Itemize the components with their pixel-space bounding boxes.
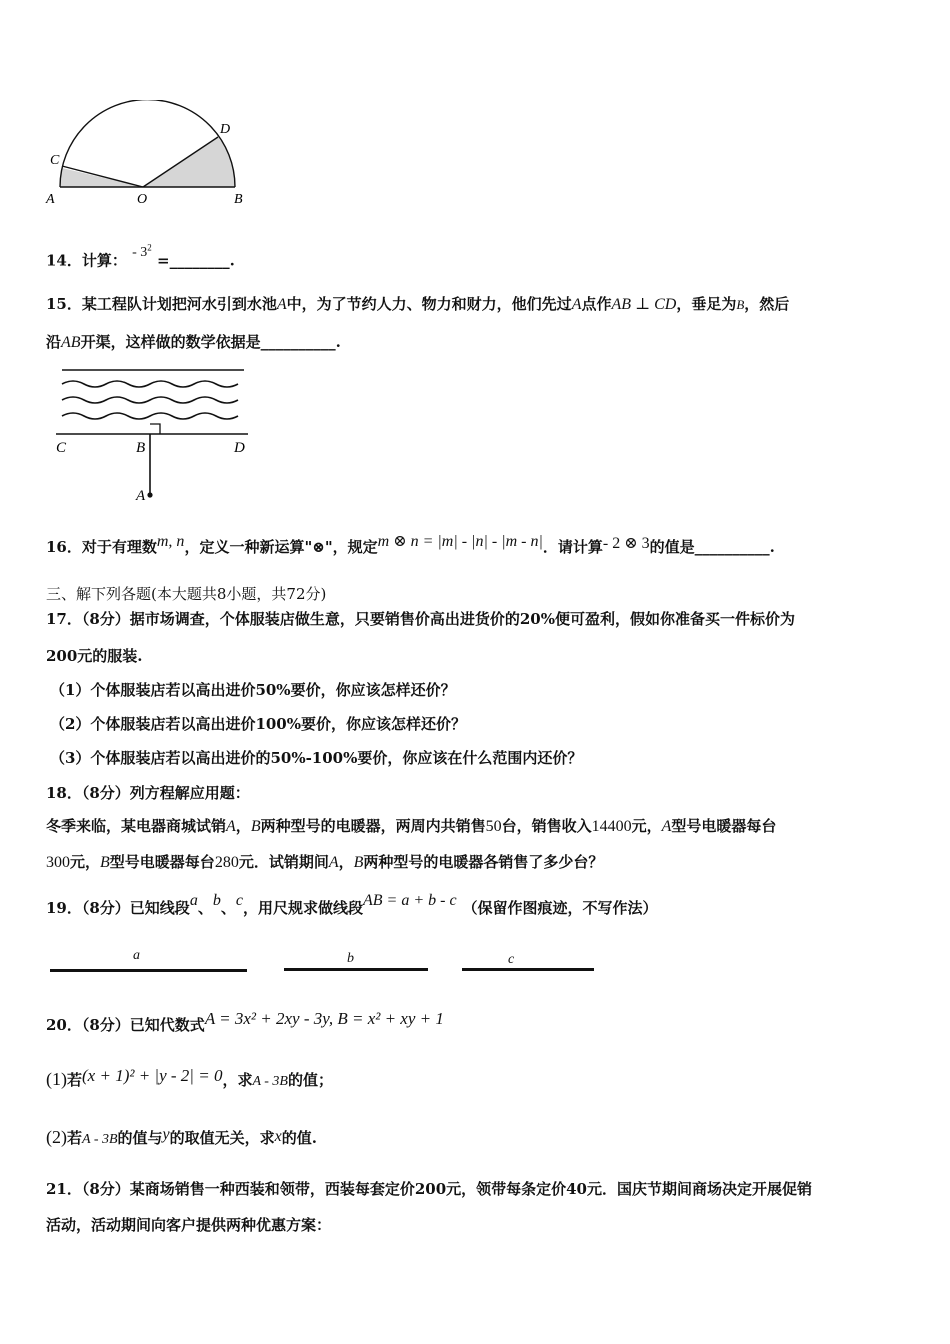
segment-c: [462, 968, 594, 971]
question-18-line2: 冬季来临，某电器商城试销A，B两种型号的电暖器，两周内共销售50台，销售收入14400元，A型号电暖器每台: [46, 817, 777, 835]
point-A-dot: [147, 492, 152, 497]
question-18-line1: 18．（8分）列方程解应用题：: [46, 784, 250, 802]
label-A: A: [46, 192, 55, 207]
wave-1: [62, 381, 238, 387]
question-20-part1: (1)若(x + 1)² + |y - 2| = 0，求A - 3B的值；: [46, 1066, 333, 1089]
wave-2: [62, 397, 238, 403]
label-C2: C: [56, 440, 67, 456]
question-17-sub1: （1）个体服装店若以高出进价50%要价，你应该怎样还价？: [50, 681, 456, 699]
question-19: 19．（8分）已知线段a、b、c，用尺规求做线段AB = a + b - c （保留作图痕迹，不写作法）: [46, 892, 658, 917]
question-21-line2: 活动，活动期间向客户提供两种优惠方案：: [46, 1216, 332, 1234]
question-15-line1: 15．某工程队计划把河水引到水池A中，为了节约人力、物力和财力，他们先过A点作AB ⊥ CD，垂足为B，然后: [46, 295, 790, 313]
label-B: B: [234, 192, 243, 207]
q14-expr: - $3^2$: [132, 242, 152, 260]
question-17-sub3: （3）个体服装店若以高出进价的50%-100%要价，你应该在什么范围内还价？: [50, 749, 583, 767]
label-A2: A: [136, 488, 146, 504]
wave-3: [62, 413, 238, 419]
shaded-region-right: [143, 137, 235, 187]
river-figure: [50, 362, 260, 507]
label-B2: B: [136, 440, 146, 456]
question-20: 20．（8分）已知代数式A = 3x² + 2xy - 3y, B = x² + xy + 1: [46, 1009, 444, 1034]
section-3-heading: 三、解下列各题(本大题共8小题，共72分): [46, 585, 327, 603]
question-18-line3: 300元，B型号电暖器每台280元．试销期间A，B两种型号的电暖器各销售了多少台？: [46, 853, 604, 871]
semicircle-figure: [40, 100, 260, 210]
segment-b: [284, 968, 428, 971]
label-D: D: [220, 122, 231, 137]
label-C: C: [50, 153, 60, 168]
label-D2: D: [234, 440, 245, 456]
question-21-line1: 21．（8分）某商场销售一种西装和领带，西装每套定价200元，领带每条定价40元．国庆节期间商场决定开展促销: [46, 1180, 813, 1198]
segment-a-label: a: [133, 948, 140, 963]
question-16: 16．对于有理数m, n，定义一种新运算"⊗"，规定m ⊗ n = |m| - |n| - |m - n|．请计算- 2 ⊗ 3的值是__________.: [46, 533, 775, 556]
question-20-part2: (2)若A - 3B的值与y的取值无关，求x的值.: [46, 1126, 318, 1147]
question-14: [46, 242, 235, 274]
segment-b-label: b: [347, 951, 354, 966]
segment-c-label: c: [508, 952, 515, 967]
question-17-line2: 200元的服装.: [46, 647, 143, 665]
question-17-line1: 17．（8分）据市场调查，个体服装店做生意，只要销售价高出进货价的20%便可盈利，假如你准备买一件标价为: [46, 610, 795, 628]
segment-a: [50, 969, 247, 972]
question-15-line2: 沿AB开渠，这样做的数学依据是__________.: [46, 333, 341, 351]
right-angle-mark: [150, 424, 160, 434]
q14-text: 14．计算：: [46, 251, 127, 270]
question-17-sub2: （2）个体服装店若以高出进价100%要价，你应该怎样还价？: [50, 715, 467, 733]
q14-tail: =________.: [157, 251, 235, 270]
label-O: O: [137, 192, 148, 207]
